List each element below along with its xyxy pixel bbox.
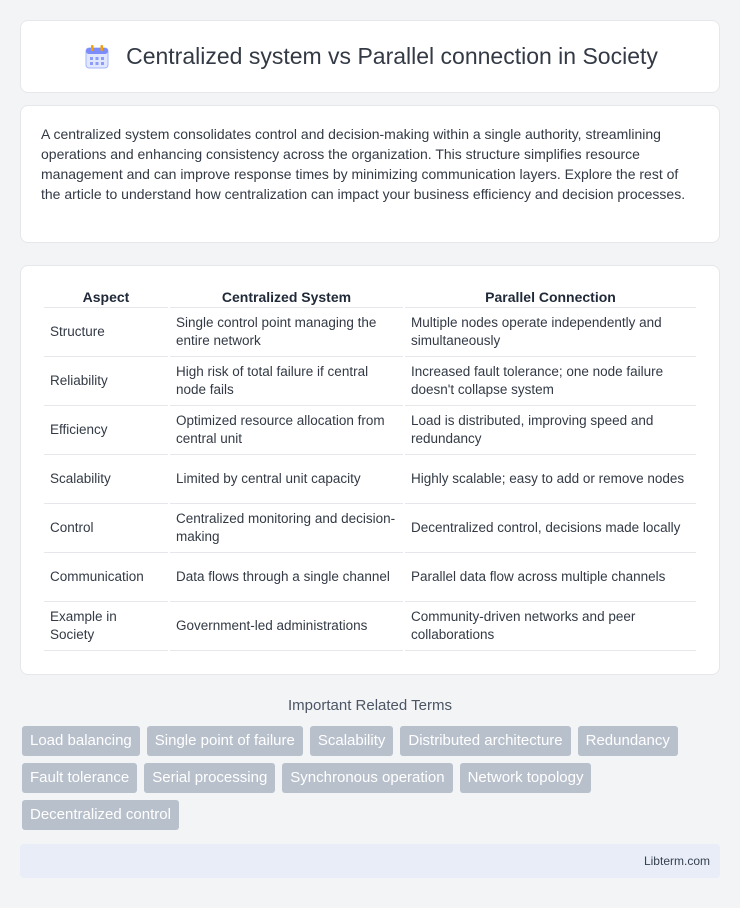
tag-decentralized-control[interactable]: Decentralized control (22, 800, 179, 830)
tag-scalability[interactable]: Scalability (310, 726, 394, 756)
table-header-row (44, 287, 696, 308)
cell-centralized: Government-led administrations (170, 602, 403, 651)
comparison-table-card (20, 265, 720, 675)
tag-network-topology[interactable]: Network topology (460, 763, 592, 793)
table-row (44, 406, 696, 455)
tag-redundancy[interactable]: Redundancy (578, 726, 678, 756)
footer (20, 844, 720, 878)
cell-aspect: Efficiency (44, 406, 168, 455)
cell-aspect: Reliability (44, 357, 168, 406)
tag-fault-tolerance[interactable]: Fault tolerance (22, 763, 137, 793)
intro-card (20, 105, 720, 243)
page-title: Centralized system vs Parallel connection in Society (126, 43, 658, 69)
tag-load-balancing[interactable]: Load balancing (22, 726, 140, 756)
cell-centralized: Centralized monitoring and decision-making (170, 504, 403, 553)
cell-parallel: Load is distributed, improving speed and redundancy (405, 406, 696, 455)
cell-parallel: Highly scalable; easy to add or remove nodes (405, 455, 696, 504)
cell-parallel: Parallel data flow across multiple channels (405, 553, 696, 602)
cell-aspect: Scalability (44, 455, 168, 504)
cell-aspect: Example in Society (44, 602, 168, 651)
table-row (44, 455, 696, 504)
table-row (44, 602, 696, 651)
table-row (44, 308, 696, 357)
table-row (44, 504, 696, 553)
comparison-table (42, 287, 698, 651)
cell-centralized: High risk of total failure if central node fails (170, 357, 403, 406)
tag-synchronous-operation[interactable]: Synchronous operation (282, 763, 452, 793)
table-row (44, 357, 696, 406)
cell-centralized: Data flows through a single channel (170, 553, 403, 602)
title-card (20, 20, 720, 93)
related-terms-heading: Important Related Terms (288, 697, 452, 714)
header-centralized: Centralized System (170, 287, 403, 308)
footer-brand[interactable]: Libterm.com (643, 854, 710, 868)
tag-serial-processing[interactable]: Serial processing (144, 763, 275, 793)
cell-centralized: Single control point managing the entire network (170, 308, 403, 357)
related-terms-list (22, 726, 718, 830)
table-row (44, 553, 696, 602)
cell-parallel: Community-driven networks and peer collaborations (405, 602, 696, 651)
header-parallel: Parallel Connection (405, 287, 696, 308)
cell-parallel: Increased fault tolerance; one node failure doesn't collapse system (405, 357, 696, 406)
cell-centralized: Limited by central unit capacity (170, 455, 403, 504)
calendar-icon (82, 42, 112, 72)
cell-parallel: Decentralized control, decisions made locally (405, 504, 696, 553)
cell-parallel: Multiple nodes operate independently and simultaneously (405, 308, 696, 357)
cell-aspect: Control (44, 504, 168, 553)
cell-centralized: Optimized resource allocation from central unit (170, 406, 403, 455)
cell-aspect: Structure (44, 308, 168, 357)
tag-distributed-architecture[interactable]: Distributed architecture (400, 726, 570, 756)
intro-text: A centralized system consolidates control and decision-making within a single authority, streamlining operations and enhancing consistency across the organization. This structure simplifies resource management and can improve response times by minimizing communication layers. Explore the rest of the article to understand how centralization can impact your business efficiency and decision processes. (41, 126, 686, 202)
header-aspect: Aspect (44, 287, 168, 308)
cell-aspect: Communication (44, 553, 168, 602)
tag-single-point-of-failure[interactable]: Single point of failure (147, 726, 303, 756)
